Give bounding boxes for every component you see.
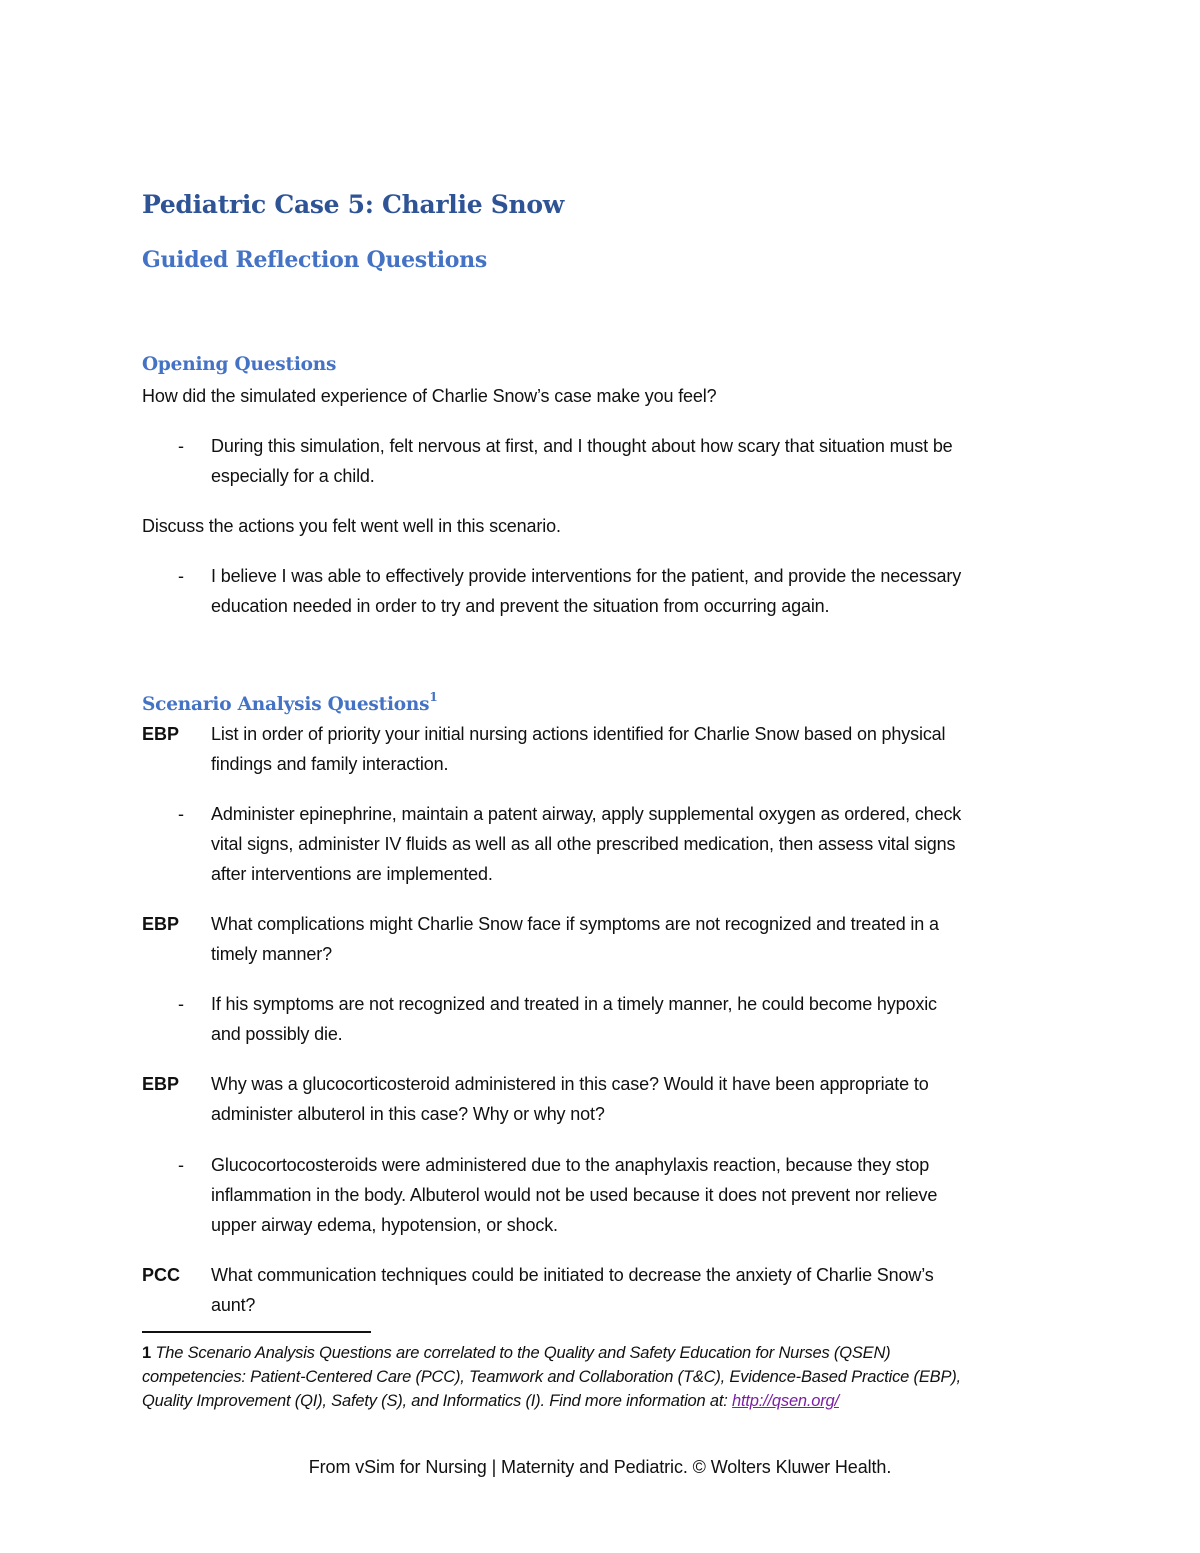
competency-tag: EBP — [142, 914, 180, 934]
competency-tag: PCC — [142, 1265, 181, 1285]
competency-tag: EBP — [142, 1074, 180, 1094]
page-subtitle: Guided Reflection Questions — [142, 247, 487, 273]
scenario-answer-3-line-2: inflammation in the body. Albuterol would not be used because it does not prevent nor relieve — [211, 1185, 938, 1205]
opening-question-2: Discuss the actions you felt went well in this scenario. — [142, 516, 561, 536]
scenario-question-3-line-1: Why was a glucocorticosteroid administered in this case? Would it have been appropriate to — [211, 1074, 929, 1094]
scenario-question-3-line-2: administer albuterol in this case? Why or why not? — [211, 1104, 605, 1124]
answer-dash: - — [178, 994, 184, 1014]
scenario-analysis-heading-text: Scenario Analysis Questions — [142, 694, 430, 716]
opening-answer-1-line-2: especially for a child. — [211, 466, 375, 486]
opening-question-1: How did the simulated experience of Charlie Snow’s case make you feel? — [142, 386, 717, 406]
footnote-line-3 — [142, 1389, 839, 1413]
page-footer: From vSim for Nursing | Maternity and Pediatric. © Wolters Kluwer Health. — [308, 1457, 892, 1477]
footnote-line-1 — [142, 1341, 890, 1365]
scenario-question-4-line-1: What communication techniques could be initiated to decrease the anxiety of Charlie Snow’s — [211, 1265, 934, 1285]
scenario-analysis-heading — [142, 692, 438, 715]
opening-answer-1-line-1: During this simulation, felt nervous at first, and I thought about how scary that situation must be — [211, 436, 953, 456]
page-title: Pediatric Case 5: Charlie Snow — [142, 190, 564, 219]
scenario-answer-3-line-3: upper airway edema, hypotension, or shock. — [211, 1215, 558, 1235]
footnote-text-3: Quality Improvement (QI), Safety (S), and Informatics (I). Find more information at: — [142, 1392, 728, 1410]
scenario-answer-2-line-1: If his symptoms are not recognized and treated in a timely manner, he could become hypoxic — [211, 994, 937, 1014]
scenario-answer-1-line-1: Administer epinephrine, maintain a patent airway, apply supplemental oxygen as ordered, check — [211, 804, 962, 824]
scenario-question-1-line-2: findings and family interaction. — [211, 754, 449, 774]
answer-dash: - — [178, 804, 184, 824]
scenario-question-2-line-2: timely manner? — [211, 944, 332, 964]
footnote-text-1: The Scenario Analysis Questions are correlated to the Quality and Safety Education for Nurses (QSEN) — [155, 1344, 891, 1362]
competency-tag: EBP — [142, 724, 180, 744]
scenario-answer-2-line-2: and possibly die. — [211, 1024, 343, 1044]
scenario-answer-3-line-1: Glucocortocosteroids were administered due to the anaphylaxis reaction, because they stop — [211, 1155, 930, 1175]
qsen-link[interactable]: http://qsen.org/ — [732, 1392, 839, 1410]
opening-answer-2-line-1: I believe I was able to effectively provide interventions for the patient, and provide the necessary — [211, 566, 962, 586]
footnote-separator — [142, 1331, 371, 1333]
scenario-question-2-line-1: What complications might Charlie Snow face if symptoms are not recognized and treated in a — [211, 914, 939, 934]
footnote-reference: 1 — [429, 690, 438, 704]
opening-questions-heading: Opening Questions — [142, 354, 337, 375]
footnote-number: 1 — [142, 1344, 151, 1362]
opening-answer-2-line-2: education needed in order to try and prevent the situation from occurring again. — [211, 596, 830, 616]
scenario-question-4-line-2: aunt? — [211, 1295, 256, 1315]
scenario-question-1-line-1: List in order of priority your initial nursing actions identified for Charlie Snow based on physical — [211, 724, 946, 744]
scenario-answer-1-line-3: after interventions are implemented. — [211, 864, 493, 884]
footnote-line-2: competencies: Patient-Centered Care (PCC), Teamwork and Collaboration (T&C), Evidence-Based Practice (EBP), — [142, 1368, 961, 1386]
answer-dash: - — [178, 436, 184, 456]
answer-dash: - — [178, 566, 184, 586]
answer-dash: - — [178, 1155, 184, 1175]
scenario-answer-1-line-2: vital signs, administer IV fluids as well as all othe prescribed medication, then assess vital signs — [211, 834, 956, 854]
